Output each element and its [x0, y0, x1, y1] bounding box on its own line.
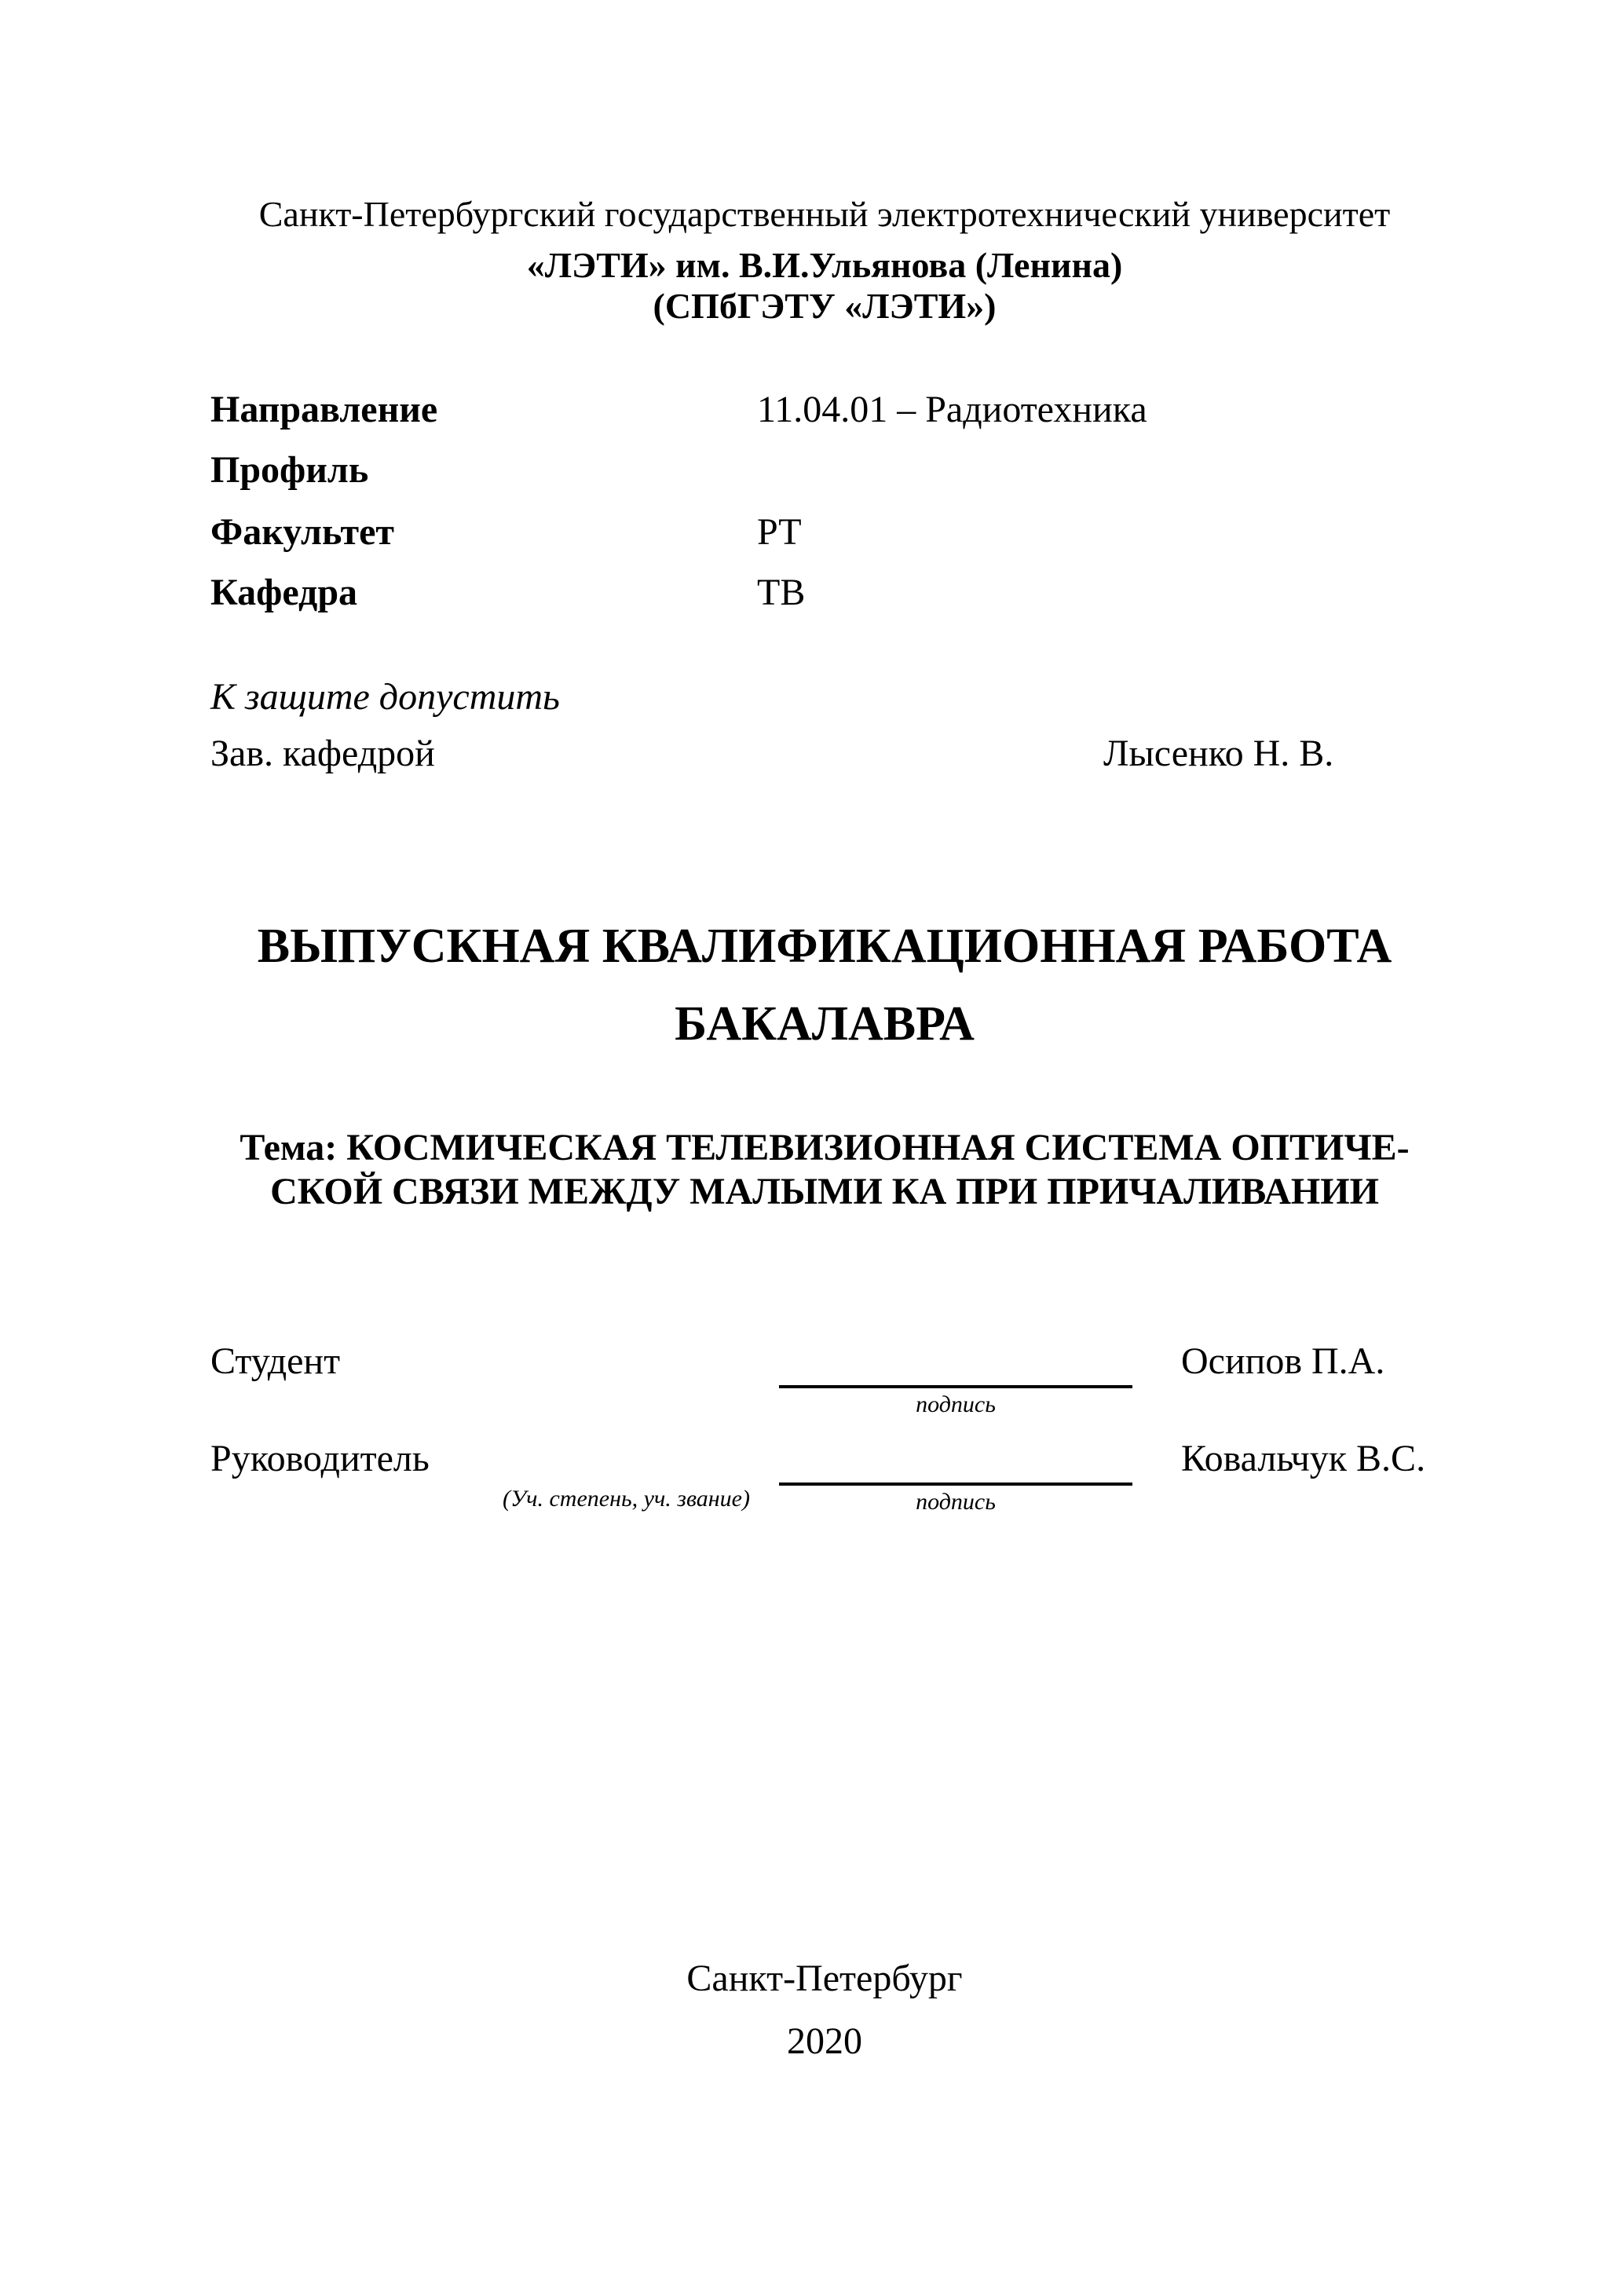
department-value: ТВ — [757, 572, 806, 613]
supervisor-signature-caption: подпись — [916, 1489, 996, 1515]
student-role-label: Студент — [210, 1340, 341, 1382]
student-signature-caption: подпись — [916, 1391, 996, 1417]
university-leti-line: «ЛЭТИ» им. В.И.Ульянова (Ленина) — [526, 245, 1123, 285]
student-signature-line — [779, 1385, 1132, 1388]
topic-block — [210, 1126, 1439, 1214]
profile-label: Профиль — [210, 449, 369, 491]
supervisor-signature-row — [210, 1440, 1439, 1542]
field-row-department — [210, 574, 1439, 612]
university-abbr-line: (СПбГЭТУ «ЛЭТИ») — [653, 286, 997, 326]
department-head-label: Зав. кафедрой — [210, 733, 435, 774]
department-head-name: Лысенко Н. В. — [1103, 733, 1334, 774]
faculty-value: РТ — [757, 511, 802, 553]
supervisor-role-label: Руководитель — [210, 1438, 430, 1479]
topic-line1: Тема: КОСМИЧЕСКАЯ ТЕЛЕВИЗИОННАЯ СИСТЕМА ОПТИЧЕ- — [240, 1127, 1410, 1168]
student-name: Осипов П.А. — [1181, 1340, 1385, 1382]
department-head-row — [210, 716, 1439, 774]
field-row-faculty — [210, 511, 1439, 553]
footer-city: Санкт-Петербург — [686, 1958, 963, 1999]
supervisor-degree-caption: (Уч. степень, уч. звание) — [503, 1486, 750, 1512]
field-row-profile — [210, 449, 1439, 491]
work-title-line1: ВЫПУСКНАЯ КВАЛИФИКАЦИОННАЯ РАБОТА — [257, 919, 1392, 973]
work-title-line2: БАКАЛАВРА — [675, 997, 975, 1051]
supervisor-name: Ковальчук В.С. — [1181, 1438, 1426, 1479]
supervisor-signature-line — [779, 1483, 1132, 1486]
footer-year: 2020 — [787, 2020, 862, 2062]
direction-value: 11.04.01 – Радиотехника — [757, 389, 1147, 430]
university-name-line: Санкт-Петербургский государственный электротехнический университет — [258, 194, 1391, 234]
field-row-direction — [210, 391, 1439, 429]
department-label: Кафедра — [210, 572, 358, 613]
topic-line2: СКОЙ СВЯЗИ МЕЖДУ МАЛЫМИ КА ПРИ ПРИЧАЛИВАНИИ — [270, 1171, 1379, 1212]
student-signature-row — [210, 1340, 1439, 1445]
permit-to-defense-text: К защите допустить — [210, 676, 560, 718]
faculty-label: Факультет — [210, 511, 394, 553]
direction-label: Направление — [210, 389, 438, 430]
